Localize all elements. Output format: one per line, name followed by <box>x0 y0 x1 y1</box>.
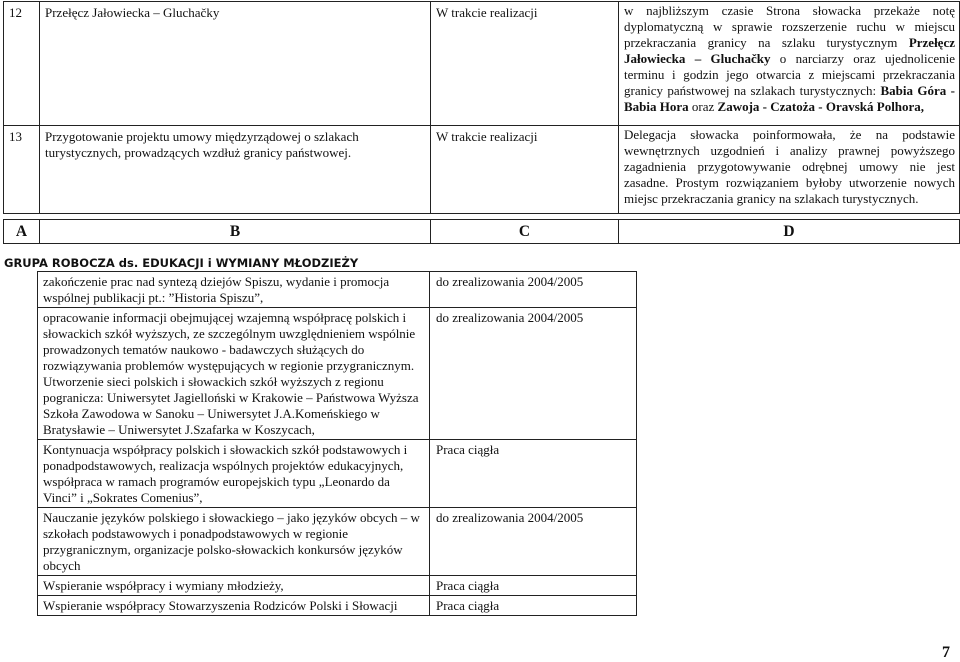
column-a: A <box>4 220 40 244</box>
task-status: Praca ciągła <box>430 440 637 508</box>
task-status: do zrealizowania 2004/2005 <box>430 308 637 440</box>
task-text: Kontynuacja współpracy polskich i słowackich szkół podstawowych i ponadpodstawowych, realizacja wspólnych projektów edukacyjnych, współpraca w ramach programów europejskich typu „Leonardo da Vinci” i „Sokrates Comenius”, <box>38 440 430 508</box>
task-status: do zrealizowania 2004/2005 <box>430 508 637 576</box>
table-row <box>38 440 637 508</box>
row-number: 13 <box>4 126 40 214</box>
bold-fragment: Zawoja - Czatoża - Oravská Polhora, <box>717 99 925 114</box>
column-d: D <box>619 220 960 244</box>
table-row <box>38 508 637 576</box>
column-c: C <box>431 220 619 244</box>
page-number: 7 <box>942 644 950 661</box>
projects-table <box>3 1 960 214</box>
table-row <box>38 308 637 440</box>
row-name: Przełęcz Jałowiecka – Gluchačky <box>40 2 431 126</box>
text-fragment: o narciarzy oraz ujednolicenie terminu i godzin jego otwarcia z miejscami przekraczania granicy państwowej na szlakach turystycznych: <box>624 51 956 98</box>
row-status: W trakcie realizacji <box>431 126 619 214</box>
text-fragment: oraz <box>688 99 718 114</box>
column-letters <box>3 219 960 244</box>
column-b: B <box>40 220 431 244</box>
row-status: W trakcie realizacji <box>431 2 619 126</box>
table-row <box>4 2 960 126</box>
tasks-table <box>37 271 637 616</box>
bold-fragment: Babia Góra - Babia Hora <box>624 83 955 114</box>
group-title: GRUPA ROBOCZA ds. EDUKACJI i WYMIANY MŁODZIEŻY <box>4 256 359 270</box>
row-description <box>619 2 960 126</box>
table-row <box>38 272 637 308</box>
task-status: do zrealizowania 2004/2005 <box>430 272 637 308</box>
bold-fragment: Przełęcz Jałowiecka – Gluchačky <box>624 35 955 66</box>
task-text: zakończenie prac nad syntezą dziejów Spiszu, wydanie i promocja wspólnej publikacji pt.: ”Historia Spiszu”, <box>38 272 430 308</box>
row-name: Przygotowanie projektu umowy międzyrządowej o szlakach turystycznych, prowadzących wzdłuż granicy państwowej. <box>40 126 431 214</box>
row-description <box>619 126 960 214</box>
task-status: Praca ciągła <box>430 596 637 616</box>
table-row <box>38 596 637 616</box>
task-text: Wspieranie współpracy i wymiany młodzieży, <box>38 576 430 596</box>
table-row <box>38 576 637 596</box>
table-row <box>4 126 960 214</box>
text-fragment: Delegacja słowacka poinformowała, że na podstawie wewnętrznych uzgodnień i analizy prawnej powyższego zagadnienia przygotowywanie odrębnej umowy nie jest zasadne. Prostym rozwiązaniem byłoby utworzenie nowych miejsc przekraczania granicy na szlakach turystycznych. <box>624 127 955 206</box>
text-fragment: w najbliższym czasie Strona słowacka przekaże notę dyplomatyczną w sprawie rozszerzenie ruchu w miejscu przekraczania granicy na szlaku turystycznym <box>624 3 955 50</box>
task-text: Wspieranie współpracy Stowarzyszenia Rodziców Polski i Słowacji <box>38 596 430 616</box>
task-text: opracowanie informacji obejmującej wzajemną współpracę polskich i słowackich szkół wyższych, ze szczególnym uwzględnieniem wspólnie prowadzonych tematów naukowo - badawczych służących do rozwiązywania problemów występujących w regionie przygranicznym. Utworzenie sieci polskich i słowackich szkół wyższych z regionu pogranicza: Uniwersytet Jagielloński w Krakowie – Państwowa Wyższa Szkoła Zawodowa w Sanoku – Uniwersytet J.A.Komeńskiego w Bratysławie – Uniwersytet J.Szafarka w Koszycach, <box>38 308 430 440</box>
task-text: Nauczanie języków polskiego i słowackiego – jako języków obcych – w szkołach podstawowych i ponadpodstawowych w regionie przygranicznym, organizacje polsko-słowackich konkursów języków obcych <box>38 508 430 576</box>
task-status: Praca ciągła <box>430 576 637 596</box>
row-number: 12 <box>4 2 40 126</box>
